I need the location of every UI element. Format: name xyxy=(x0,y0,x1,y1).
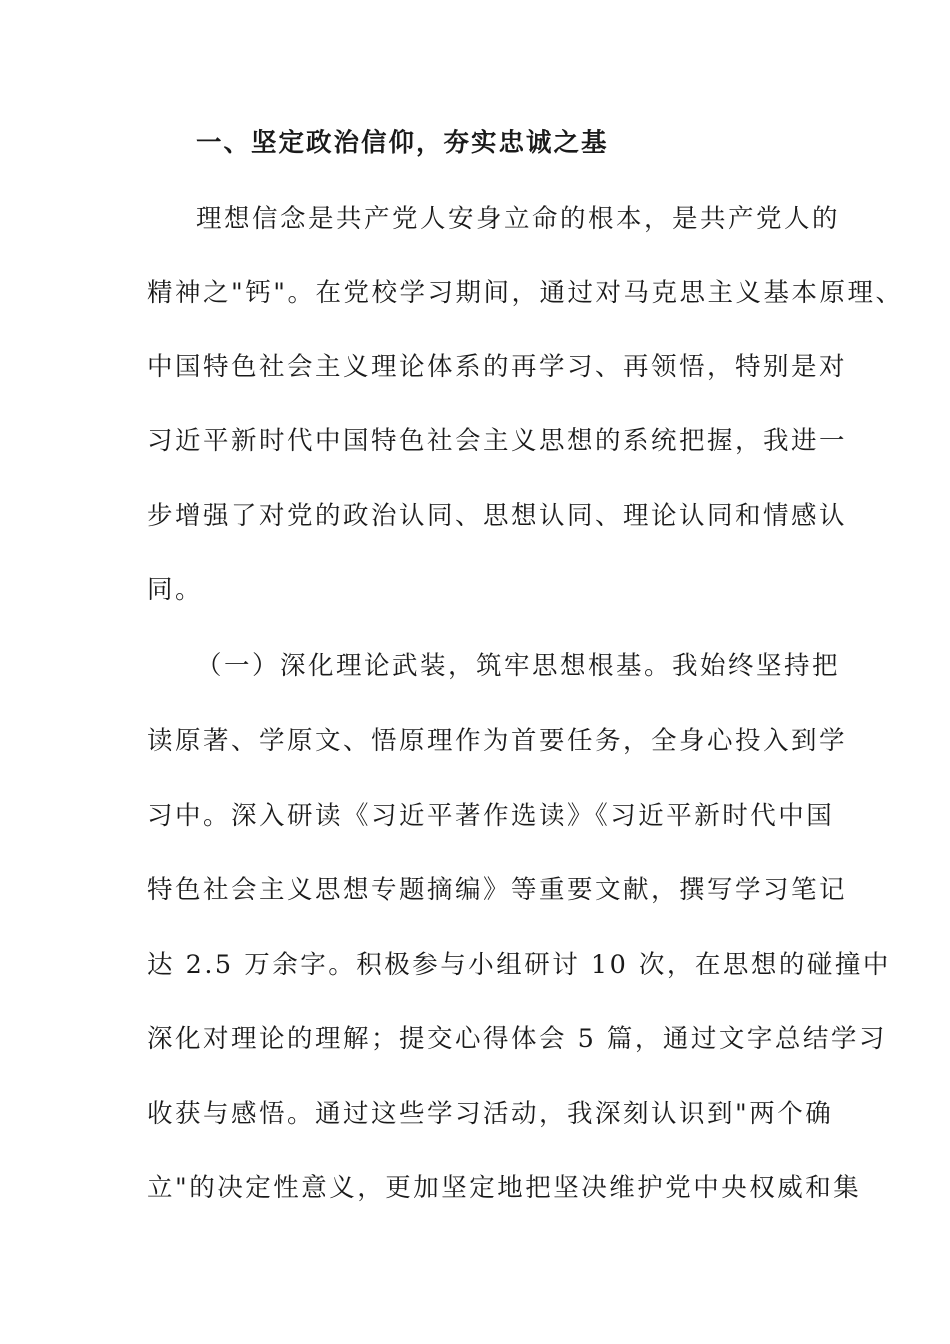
paragraph1-line-4: 习近平新时代中国特色社会主义思想的系统把握，我进一 xyxy=(147,426,848,456)
paragraph2-line-5: 达 2.5 万余字。积极参与小组研讨 10 次，在思想的碰撞中 xyxy=(147,950,891,980)
paragraph1-line-6: 同。 xyxy=(147,575,204,605)
paragraph2-line-7: 收获与感悟。通过这些学习活动，我深刻认识到"两个确 xyxy=(147,1099,834,1129)
paragraph1-line-1: 理想信念是共产党人安身立命的根本，是共产党人的 xyxy=(196,204,841,234)
paragraph1-line-3: 中国特色社会主义理论体系的再学习、再领悟，特别是对 xyxy=(147,352,848,382)
paragraph2-line-4: 特色社会主义思想专题摘编》等重要文献，撰写学习笔记 xyxy=(147,875,848,905)
paragraph2-line-6: 深化对理论的理解；提交心得体会 5 篇，通过文字总结学习 xyxy=(147,1024,887,1054)
paragraph2-line-2: 读原著、学原文、悟原理作为首要任务，全身心投入到学 xyxy=(147,726,848,756)
paragraph2-line-1: （一）深化理论武装，筑牢思想根基。我始终坚持把 xyxy=(196,651,841,681)
section-heading: 一、坚定政治信仰，夯实忠诚之基 xyxy=(196,128,609,158)
paragraph1-line-5: 步增强了对党的政治认同、思想认同、理论认同和情感认 xyxy=(147,501,848,531)
paragraph2-line-8: 立"的决定性意义，更加坚定地把坚决维护党中央权威和集 xyxy=(147,1173,862,1203)
paragraph2-line-3: 习中。深入研读《习近平著作选读》《习近平新时代中国 xyxy=(147,801,835,831)
paragraph1-line-2: 精神之"钙"。在党校学习期间，通过对马克思主义基本原理、 xyxy=(147,278,904,308)
